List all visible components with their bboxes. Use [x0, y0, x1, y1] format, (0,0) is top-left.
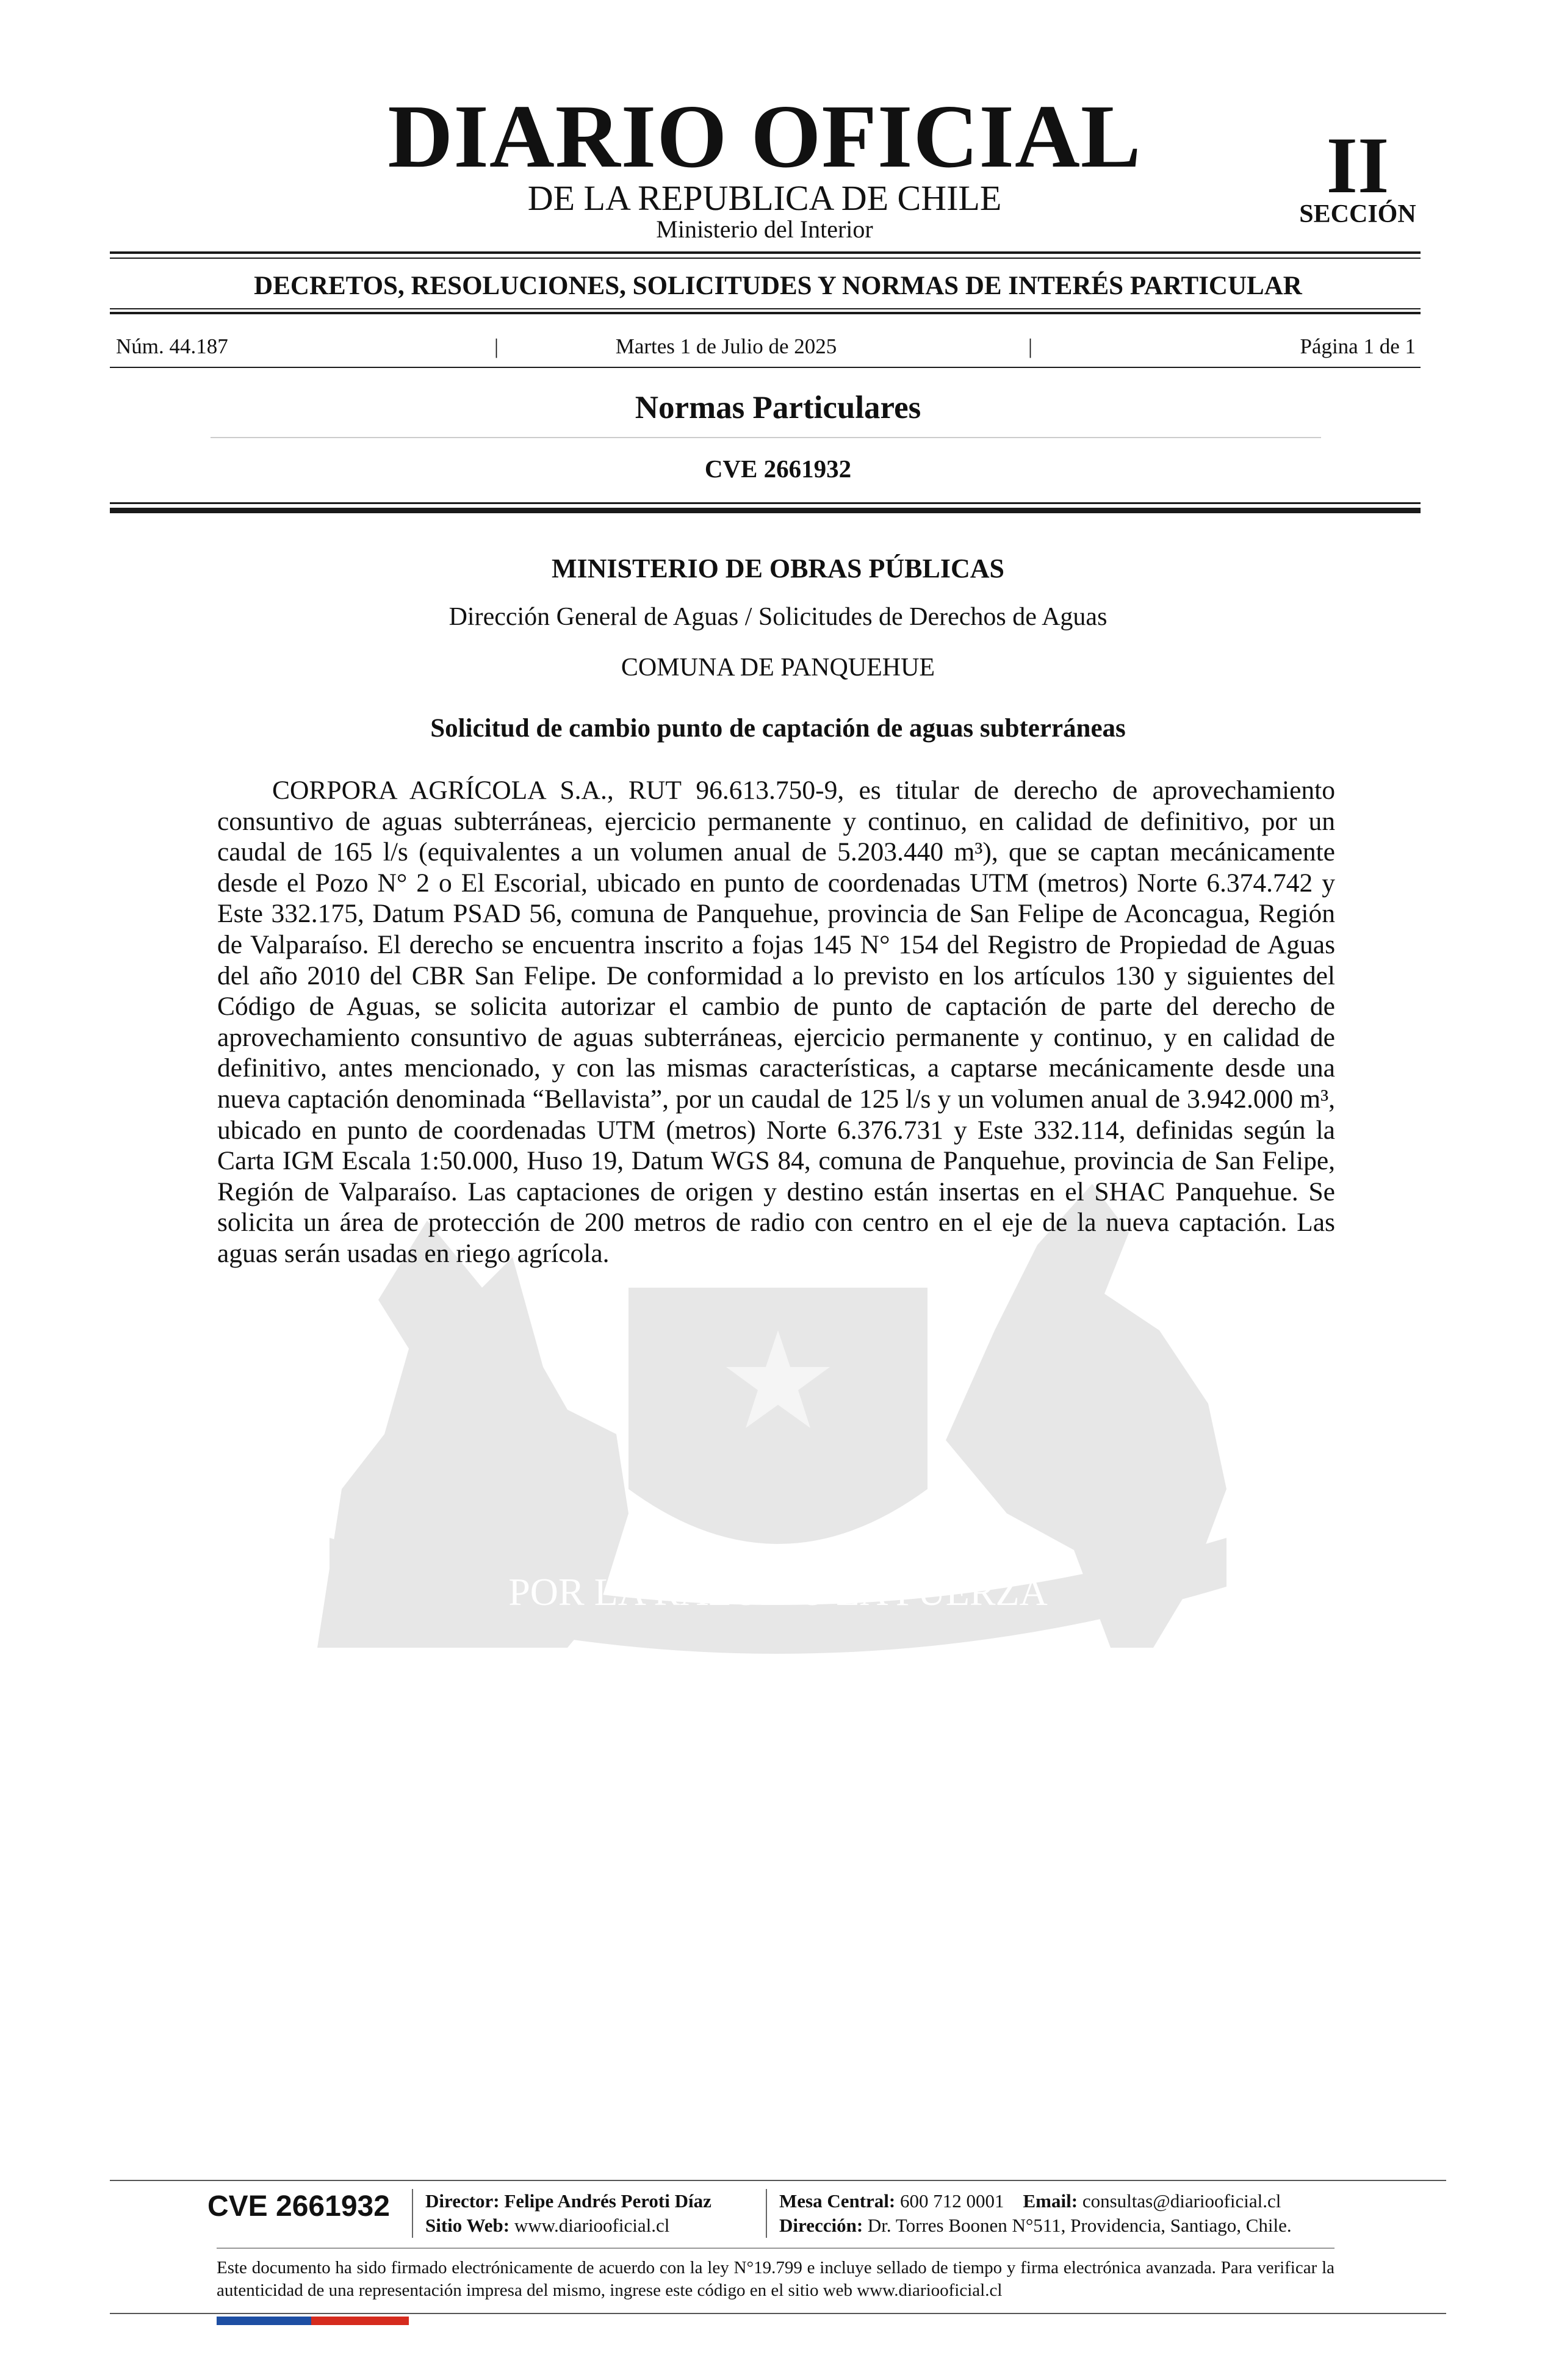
document-title: Solicitud de cambio punto de captación de aguas subterráneas — [430, 714, 1126, 743]
footer-divider — [412, 2189, 413, 2238]
footer-rule-top — [110, 2180, 1446, 2181]
footer-rule-bottom — [110, 2313, 1446, 2314]
band-rule-top — [110, 308, 1421, 309]
phone-label: Mesa Central: — [779, 2190, 896, 2212]
address-label: Dirección: — [779, 2215, 863, 2236]
motto-text: POR LA RAZON O LA FUERZA — [508, 1570, 1048, 1614]
email-link[interactable]: consultas@diariooficial.cl — [1082, 2190, 1281, 2212]
director-label: Director: — [425, 2190, 500, 2212]
document-body: CORPORA AGRÍCOLA S.A., RUT 96.613.750-9, es titular de derecho de aprovechamiento consuntivo de aguas subterráneas, ejercicio permanente y continuo, en calidad de definitivo, por un caudal de 165 l/s (equivalentes a un volumen anual de 5.203.440 m³), que se captan mecánicamente desde el Pozo N° 2 o El Escorial, ubicado en punto de coordenadas UTM (metros) Norte 6.374.742 y Este 332.175, Datum PSAD 56, comuna de Panquehue, provincia de San Felipe de Aconcagua, Región de Valparaíso. El derecho se encuentra inscrito a fojas 145 N° 154 del Registro de Propiedad de Aguas del año 2010 del CBR San Felipe. De conformidad a lo previsto en los artículos 130 y siguientes del Código de Aguas, se solicita autorizar el cambio de punto de captación de parte del derecho de aprovechamiento consuntivo de aguas subterráneas, ejercicio permanente y continuo, y en calidad de definitivo, antes mencionado, y con las mismas características, a captarse mecánicamente desde una nueva captación denominada “Bellavista”, por un caudal de 125 l/s y un volumen anual de 3.942.000 m³, ubicado en punto de coordenadas UTM (metros) Norte 6.376.731 y Este 332.114, definidas según la Carta IGM Escala 1:50.000, Huso 19, Datum WGS 84, comuna de Panquehue, provincia de San Felipe, Región de Valparaíso. Las captaciones de origen y destino están insertas en el SHAC Panquehue. Se solicita un área de protección de 200 metros de radio con centro en el eje de la nueva captación. Las aguas serán usadas en riego agrícola. — [217, 776, 1335, 1268]
direction-heading: Dirección General de Aguas / Solicitudes de Derechos de Aguas — [448, 603, 1108, 631]
masthead-ministry: Ministerio del Interior — [656, 215, 873, 243]
cve-code: CVE 2661932 — [704, 455, 852, 483]
director-name: Felipe Andrés Peroti Díaz — [504, 2190, 711, 2212]
section-label: SECCIÓN — [1299, 200, 1416, 228]
masthead-rule-top — [110, 251, 1421, 254]
section-title-rule — [211, 437, 1321, 438]
section-number: II — [1326, 120, 1389, 210]
issue-number: Núm. 44.187 — [116, 334, 228, 358]
address-value: Dr. Torres Boonen N°511, Providencia, Santiago, Chile. — [867, 2215, 1292, 2236]
masthead-title: DIARIO OFICIAL — [387, 87, 1142, 187]
masthead-rule-bottom — [110, 258, 1421, 259]
footer-director-block — [425, 2189, 767, 2238]
issue-date: Martes 1 de Julio de 2025 — [615, 334, 837, 358]
flag-stripe-red — [311, 2317, 409, 2325]
email-label: Email: — [1023, 2190, 1078, 2212]
issue-separator: | — [1028, 334, 1033, 358]
site-link[interactable]: www.diariooficial.cl — [514, 2215, 670, 2236]
header-rule-thin — [110, 502, 1421, 504]
header-rule-thick — [110, 508, 1421, 513]
shield-shape — [629, 1288, 927, 1544]
flag-stripe-blue — [217, 2317, 311, 2325]
footer-rule-mid — [217, 2248, 1334, 2249]
comuna-heading: COMUNA DE PANQUEHUE — [621, 654, 935, 682]
info-rule — [110, 367, 1421, 368]
site-label: Sitio Web: — [425, 2215, 510, 2236]
footer-legal-notice: Este documento ha sido firmado electrónicamente de acuerdo con la ley N°19.799 e incluye sellado de tiempo y firma electrónica avanzada. Para verificar la autenticidad de una representación impresa del mismo, ingrese este código en el sitio web www.diariooficial.cl — [217, 2258, 1334, 2300]
footer-contact-block — [779, 2189, 1353, 2238]
ministry-heading: MINISTERIO DE OBRAS PÚBLICAS — [551, 554, 1005, 583]
phone-value: 600 712 0001 — [900, 2190, 1004, 2212]
footer-cve-code: CVE 2661932 — [207, 2190, 390, 2223]
section-title: Normas Particulares — [635, 390, 921, 425]
issue-separator: | — [494, 334, 499, 358]
footer-divider — [766, 2189, 767, 2238]
issue-info-row — [110, 334, 1422, 359]
issue-page: Página 1 de 1 — [1300, 334, 1416, 358]
masthead-subtitle: DE LA REPUBLICA DE CHILE — [527, 178, 1002, 218]
band-title: DECRETOS, RESOLUCIONES, SOLICITUDES Y NORMAS DE INTERÉS PARTICULAR — [254, 272, 1302, 300]
band-rule-bottom — [110, 312, 1421, 314]
